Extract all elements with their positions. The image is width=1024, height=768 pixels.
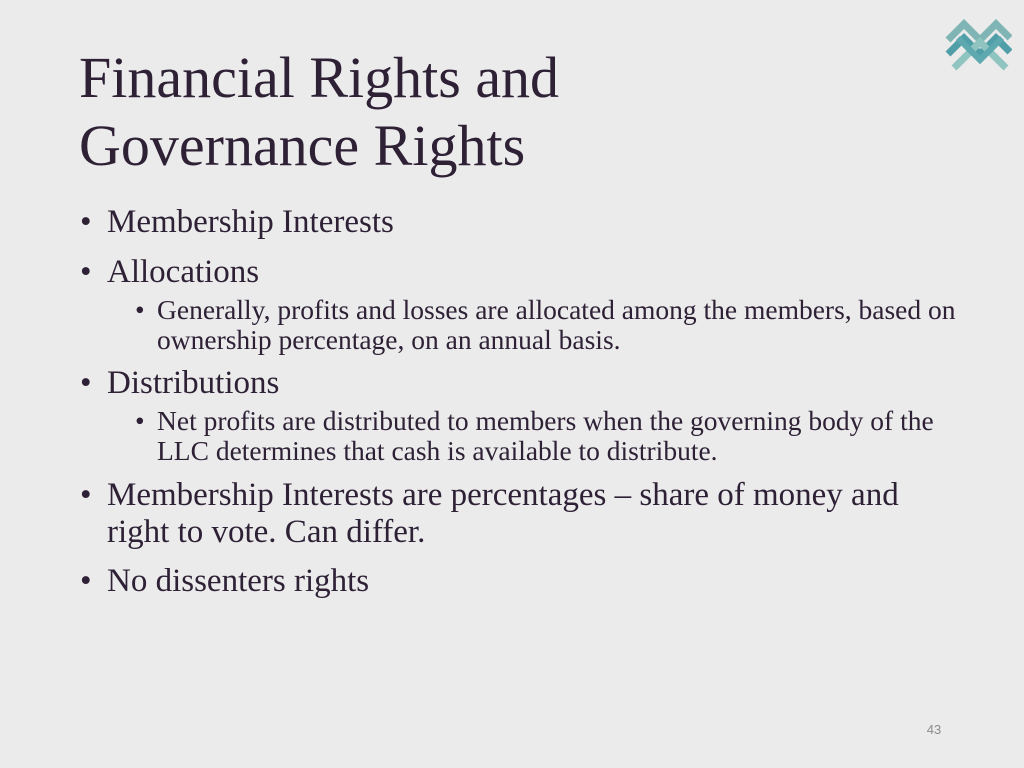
sub-bullet-item: • Generally, profits and losses are allocated among the members, based on ownership percentage, on an annual basis.: [157, 295, 958, 355]
bullet-item: [78, 254, 958, 355]
slide-title-line-2: Governance Rights: [79, 113, 526, 178]
slide-title-line-1: Financial Rights and: [79, 45, 560, 110]
sub-bullet-list: [107, 295, 958, 355]
bullet-list: [78, 200, 958, 600]
bullet-item: [78, 563, 958, 600]
interlocking-chevron-logo-icon: [944, 12, 1012, 74]
bullet-text: Membership Interests: [107, 204, 394, 240]
bullet-item: [78, 365, 958, 466]
bullet-item: [78, 204, 958, 241]
sub-bullet-item: • Net profits are distributed to members when the governing body of the LLC determines that cash is available to distribute.: [157, 406, 958, 466]
bullet-item: [78, 477, 958, 551]
bullet-text: Allocations: [107, 254, 260, 290]
bullet-text: Membership Interests are percentages – share of money and right to vote. Can differ.: [107, 477, 899, 550]
bullet-text: No dissenters rights: [107, 563, 370, 599]
logo-icon: [944, 12, 1012, 74]
sub-bullet-list: [107, 406, 958, 466]
page-number: 43: [926, 722, 942, 737]
bullet-text: Distributions: [107, 365, 280, 401]
slide-title: [79, 44, 559, 180]
